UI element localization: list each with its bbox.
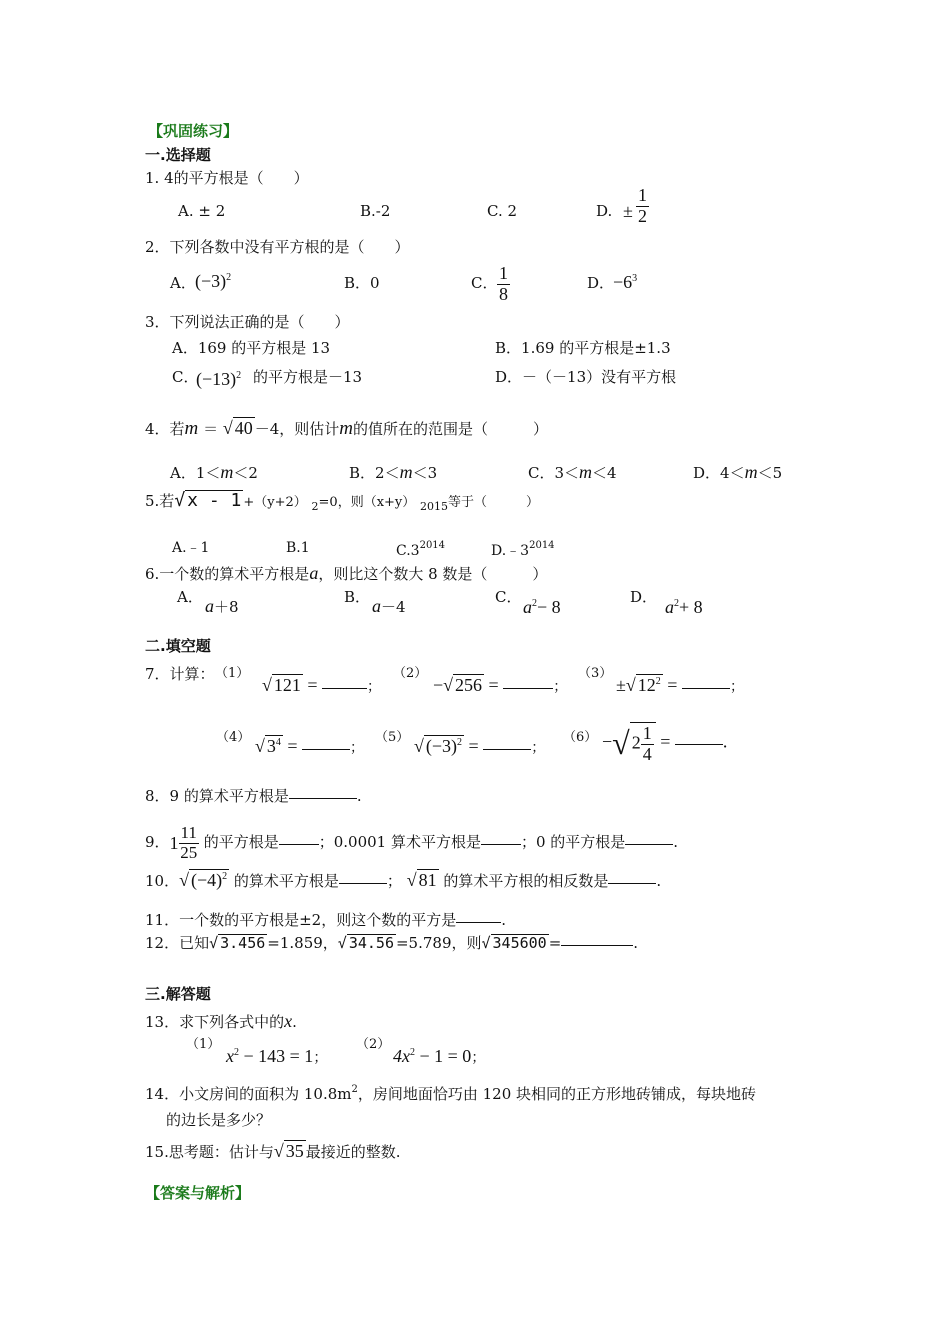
q7-p4-rad	[265, 735, 283, 755]
q12-radicand2: 34.56	[348, 934, 394, 952]
q4-a-right: ＜2	[233, 464, 258, 482]
q9-text1: 的平方根是	[203, 833, 279, 852]
q6-option-c-label: C．	[495, 588, 522, 606]
q5-d-base: D.﹣3	[491, 543, 530, 559]
q1-option-c: C. 2	[487, 202, 518, 220]
q13-var-x: x	[284, 1011, 293, 1031]
q6-c-var: a	[523, 597, 532, 617]
q3-option-c-label: C．	[172, 368, 199, 386]
q13-part2-label: （2）	[356, 1037, 391, 1052]
q7-p5-eq: =	[468, 736, 479, 756]
q4-a-m: m	[220, 462, 234, 482]
q7-p2-eq: =	[488, 675, 499, 695]
q9-whole: 1	[169, 833, 179, 854]
q13-e1-semi: ；	[313, 1051, 328, 1066]
q7-stem: 7．计算：	[145, 665, 215, 683]
q3-option-c-text: 的平方根是－13	[253, 368, 363, 386]
q7-p2-semi: ；	[553, 680, 568, 695]
q2-option-d-label: D．	[587, 274, 615, 292]
q2-d-exponent: 3	[632, 273, 638, 284]
q7-p3-blank	[682, 687, 730, 689]
q6-option-a-expr	[205, 597, 239, 615]
q1-option-a: A. ± 2	[178, 202, 226, 220]
q6-option-c-expr	[523, 598, 561, 616]
q5-sqrt: √ x - 1	[174, 490, 242, 511]
q9	[145, 824, 678, 862]
q6-a-var: a	[205, 596, 214, 616]
q15-radicand: 35	[285, 1141, 304, 1161]
q7-p3-semi: ；	[729, 680, 744, 695]
q12-radicand1: 3.456	[220, 934, 266, 952]
q7-part3-expr	[616, 674, 744, 695]
q7-part6-expr	[602, 722, 727, 765]
q11	[145, 913, 506, 928]
q6-stem	[145, 564, 547, 582]
q5-c-exponent: 2014	[419, 540, 446, 551]
q7-p6-sqrt: √	[612, 725, 630, 762]
q1-option-d-fraction	[636, 186, 649, 227]
q15	[145, 1140, 401, 1160]
q5-prefix: 5.若	[145, 492, 175, 510]
q5-sub2: 2	[311, 500, 319, 513]
q7-p3-radicand: 12	[637, 675, 656, 695]
q1-d-denominator: 2	[638, 205, 647, 226]
q5-option-a: A.﹣1	[172, 540, 210, 556]
q5-radicand: x - 1	[187, 490, 242, 511]
q1-stem: 1. 4的平方根是（ ）	[145, 169, 309, 187]
q10-exp1: 2	[222, 871, 228, 882]
q4-var-m: m	[184, 418, 199, 439]
q7-p3-rad	[636, 674, 663, 694]
q2-c-denominator: 8	[499, 283, 508, 304]
q13-e2-exp: 2	[410, 1047, 415, 1058]
q7-p5-semi: ；	[531, 741, 546, 756]
q6-b-tail: －4	[381, 598, 406, 616]
q6-option-a-label: A．	[177, 588, 203, 606]
q5-suffix: 等于（ ）	[448, 495, 540, 510]
q13-stem2: .	[292, 1013, 297, 1031]
q11-text: 11．一个数的平方根是±2，则这个数的平方是	[145, 911, 457, 929]
q11-end: .	[501, 911, 506, 929]
q7-p5-base: (−3)	[425, 736, 458, 756]
q4-option-b	[349, 463, 437, 481]
q7-p1-semi: ；	[367, 680, 382, 695]
q13-part1-expr	[226, 1047, 327, 1066]
q8-text: 8．9 的算术平方根是	[145, 787, 289, 805]
q4-option-a	[170, 463, 258, 481]
q4-a-left: A．1＜	[170, 464, 221, 482]
q3-option-c-expr	[196, 370, 241, 388]
q7-p6-end: .	[722, 731, 728, 752]
q12-blank	[561, 944, 633, 946]
q6-option-b-label: B．	[344, 588, 371, 606]
q12-value2: =5.789，则	[395, 934, 482, 952]
q7-p6-blank	[675, 743, 723, 745]
q4-sqrt: √ 40	[222, 418, 253, 438]
q7-p5-blank	[483, 748, 531, 750]
q9-text2: ；0.0001 算术平方根是	[318, 833, 481, 852]
q4-minus: －4，则估计	[254, 420, 340, 438]
q9-text3: ；0 的平方根是	[520, 833, 626, 852]
q6-d-var: a	[665, 597, 674, 617]
q6-b-var: a	[372, 596, 381, 616]
q10-end: .	[656, 872, 662, 890]
q4-prefix: 4．若	[145, 420, 185, 438]
q6-d-exp: 2	[674, 598, 679, 609]
q10-radicand1: (−4)	[190, 870, 223, 890]
q6-stem-part2: ，则比这个数大 8 数是（ ）	[318, 565, 548, 583]
q10-rad1	[189, 869, 229, 889]
q12-value1: =1.859，	[267, 934, 338, 952]
q13-e1-var: x	[226, 1046, 234, 1066]
q4-suffix: 的值所在的范围是（ ）	[353, 420, 549, 438]
q10-sqrt2: √ 81	[406, 870, 437, 890]
q1-option-d-label: D.	[596, 202, 613, 220]
q15-sqrt: √ 35	[273, 1141, 304, 1161]
q9-label: 9．	[145, 833, 170, 852]
q7-p3-sqrt: √ $12^2$	[625, 675, 661, 695]
q3-option-a: A．169 的平方根是 13	[172, 339, 331, 357]
q4-d-m: m	[744, 462, 758, 482]
q5-sub2015: 2015	[420, 500, 449, 513]
q7-p6-eq: =	[660, 731, 671, 752]
q9-den: 25	[180, 842, 198, 862]
q7-part2-label: （2）	[393, 666, 428, 681]
q9-blank3	[625, 843, 673, 845]
q7-p6-whole: 2	[631, 732, 641, 753]
q13-e2-rest: − 1 = 0	[415, 1046, 472, 1066]
section-fill-heading: 二.填空题	[145, 637, 211, 655]
q14-sup: 2	[351, 1084, 358, 1095]
q13-stem1: 13．求下列各式中的	[145, 1013, 285, 1031]
q2-option-b: B．0	[344, 274, 380, 292]
q6-c-exp: 2	[532, 598, 537, 609]
q7-p4-blank	[302, 748, 350, 750]
q10-text2: 的算术平方根的相反数是	[443, 872, 609, 890]
q9-fraction	[179, 824, 199, 862]
q4-c-m: m	[579, 462, 593, 482]
q12	[145, 934, 638, 951]
q4-d-right: ＜5	[757, 464, 783, 482]
q4-c-right: ＜4	[592, 464, 617, 482]
q5-option-c	[396, 541, 445, 558]
q7-part3-label: （3）	[578, 666, 613, 681]
q6-var-a: a	[309, 563, 319, 583]
q2-option-c-label: C．	[471, 274, 498, 292]
q1-d-numerator: 1	[638, 185, 647, 205]
q14-text1b: ，房间地面恰巧由 120 块相同的正方形地砖铺成，每块地砖	[357, 1085, 757, 1103]
q7-p5-rad	[424, 735, 464, 755]
q7-p5-sqrt: √ $(-3)^2$	[414, 736, 463, 756]
q7-part5-label: （5）	[375, 730, 410, 745]
q7-p3-eq: =	[667, 675, 678, 695]
q5-option-b: B.1	[286, 540, 310, 556]
q10-sqrt1: √ $(-4)^2$	[179, 870, 228, 890]
q5-mid: =0，则（x+y）	[318, 495, 416, 510]
q6-option-d-label: D．	[630, 588, 658, 606]
q4-radicand: 40	[234, 418, 253, 438]
q4-eq: ＝	[203, 420, 219, 438]
q4-var-m2: m	[339, 418, 354, 439]
q2-a-exponent: 2	[226, 272, 232, 283]
q11-blank	[456, 921, 501, 923]
q4-b-m: m	[399, 462, 413, 482]
q9-blank1	[279, 843, 319, 845]
q7-part6-label: （6）	[563, 730, 598, 745]
q12-text1: 12．已知	[145, 934, 210, 952]
q4-b-left: B．2＜	[349, 464, 400, 482]
q4-option-c	[528, 463, 617, 481]
q7-p1-radicand: 121	[273, 675, 301, 695]
q7-part1-label: （1）	[215, 666, 250, 681]
q5-plus: +（y+2）	[243, 495, 307, 510]
q2-c-numerator: 1	[499, 263, 508, 283]
consolidate-heading: 【巩固练习】	[148, 122, 239, 140]
q13-stem	[145, 1012, 297, 1030]
q4-option-d	[693, 463, 782, 481]
section-solve-heading: 三.解答题	[145, 985, 211, 1003]
q3-c-base: (−13)	[196, 369, 237, 389]
q5-c-base: C.3	[396, 543, 420, 559]
q7-p6-den: 4	[642, 743, 652, 764]
q4-c-left: C．3＜	[528, 464, 580, 482]
q6-option-d-expr	[665, 598, 703, 616]
q7-part2-expr	[433, 674, 567, 695]
q6-option-b-expr	[372, 597, 406, 615]
q4-b-right: ＜3	[412, 464, 438, 482]
q2-option-a-label: A．	[170, 274, 196, 292]
q6-stem-part1: 6.一个数的算术平方根是	[145, 565, 310, 583]
q6-d-tail: + 8	[679, 597, 703, 617]
q7-p6-num: 1	[642, 723, 652, 743]
q9-end: .	[673, 833, 679, 852]
q6-c-tail: − 8	[537, 597, 561, 617]
q5-option-d	[491, 541, 555, 558]
q2-stem: 2．下列各数中没有平方根的是（ ）	[145, 238, 410, 256]
q5-stem	[145, 490, 539, 512]
q13-e2-var: 4x	[393, 1046, 410, 1066]
q10-label: 10．	[145, 872, 180, 890]
section-choice-heading: 一.选择题	[145, 146, 211, 164]
q7-part5-expr	[414, 735, 545, 756]
q12-radicand3: 345600	[492, 934, 547, 952]
q9-blank2	[481, 843, 521, 845]
q7-p4-exp: 4	[275, 737, 281, 748]
q7-p4-sqrt: √ $3^4$	[255, 736, 281, 756]
q6-a-tail: ＋8	[214, 598, 239, 616]
q10-text1: 的算术平方根是	[233, 872, 339, 890]
q12-eq: =	[548, 934, 562, 952]
q8-blank	[289, 797, 357, 799]
q1-option-b: B.-2	[360, 202, 391, 220]
q4-d-left: D．4＜	[693, 464, 745, 482]
q12-sqrt3: √ 345600	[481, 934, 547, 952]
q7-p1-blank	[322, 687, 367, 689]
q2-option-d-expr	[613, 273, 637, 291]
q7-p1-eq: =	[307, 675, 318, 695]
q2-d-base: −6	[613, 272, 633, 292]
q7-p4-base: 3	[266, 736, 276, 756]
q13-e1-exp: 2	[234, 1047, 239, 1058]
q2-a-base: (−3)	[195, 271, 227, 291]
q7-p2-blank	[503, 687, 553, 689]
q1-option-d-pm: ±	[623, 201, 633, 221]
q9-num: 11	[180, 823, 197, 842]
q2-option-a-expr	[195, 272, 231, 290]
q15-text2: 最接近的整数.	[305, 1143, 401, 1161]
q10	[145, 869, 661, 889]
q7-p3-exp: 2	[655, 676, 661, 687]
q7-p4-semi: ；	[350, 741, 365, 756]
q13-e2-semi: ；	[471, 1051, 486, 1066]
q10-semi: ；	[386, 872, 402, 890]
q7-p4-eq: =	[287, 736, 298, 756]
q8	[145, 789, 362, 804]
q7-p2-sqrt: √ 256	[443, 675, 483, 695]
q7-p3-pm: ±	[616, 675, 626, 695]
q7-p6-minus: −	[602, 731, 613, 752]
q3-option-b: B．1.69 的平方根是±1.3	[495, 339, 671, 357]
q5-d-exponent: 2014	[529, 540, 555, 551]
q7-p2-minus: −	[433, 675, 444, 695]
q7-p5-exp: 2	[457, 737, 463, 748]
q13-part2-expr	[393, 1047, 485, 1066]
q15-text1: 15.思考题：估计与	[145, 1143, 274, 1161]
q10-blank2	[608, 882, 656, 884]
q12-sqrt1: √ 3.456	[209, 934, 266, 952]
q3-c-exponent: 2	[236, 370, 242, 381]
q13-e1-rest: − 143 = 1	[239, 1046, 314, 1066]
q7-p2-radicand: 256	[455, 675, 483, 695]
q8-end: .	[356, 787, 362, 805]
q14-line1	[145, 1085, 756, 1102]
q7-part4-label: （4）	[216, 730, 251, 745]
q7-p1-sqrt: √ 121	[262, 675, 301, 695]
q12-end: .	[633, 934, 639, 952]
q7-part1-expr	[262, 674, 381, 695]
answers-heading: 【答案与解析】	[145, 1184, 251, 1202]
q7-part4-expr	[255, 735, 364, 756]
q14-text1: 14．小文房间的面积为 10.8m	[145, 1085, 352, 1103]
q10-blank1	[339, 882, 387, 884]
q12-sqrt2: √ 34.56	[337, 934, 394, 952]
q3-stem: 3．下列说法正确的是（ ）	[145, 313, 350, 331]
q7-p6-rad	[630, 722, 656, 765]
q3-option-d: D．－（－13）没有平方根	[495, 368, 677, 386]
q14-line2: 的边长是多少？	[166, 1111, 272, 1129]
q10-radicand2: 81	[418, 870, 437, 890]
q4-stem	[145, 417, 548, 438]
q7-p6-frac	[641, 724, 654, 765]
q2-option-c-fraction	[497, 264, 510, 305]
q13-part1-label: （1）	[186, 1037, 221, 1052]
